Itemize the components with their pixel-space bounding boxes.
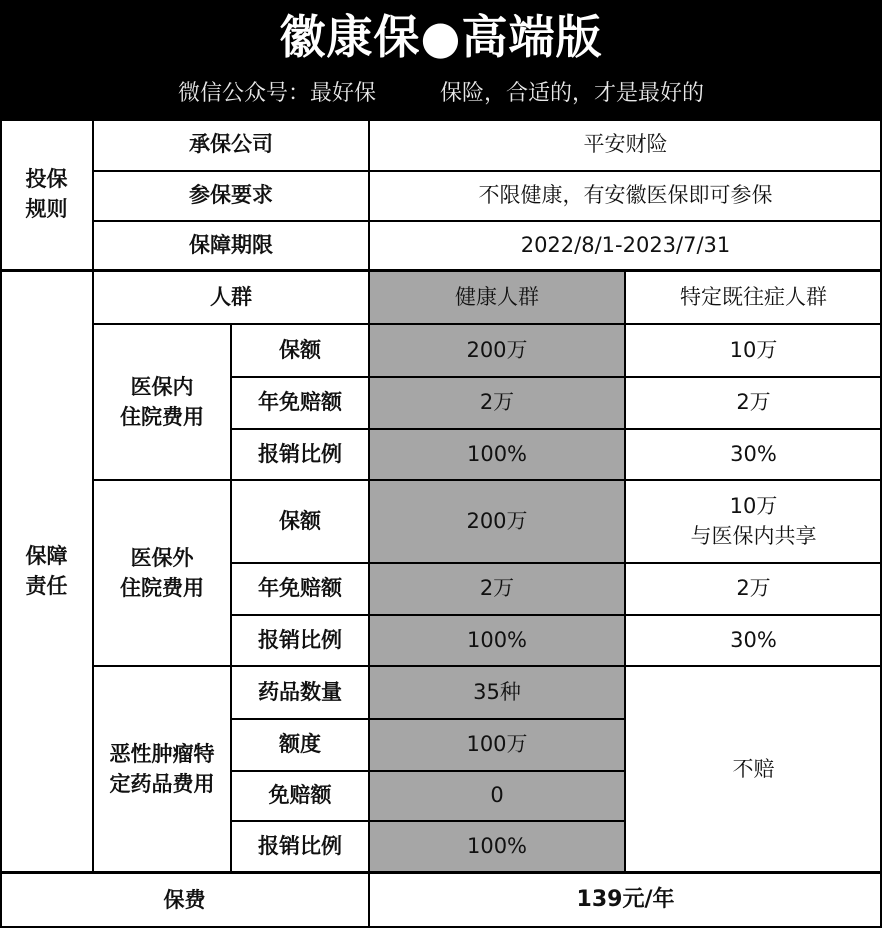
item-healthy: 0 <box>369 770 625 820</box>
group-cancer-drugs: 恶性肿瘤特 定药品费用 <box>109 741 215 796</box>
rule-value-insurer: 平安财险 <box>583 131 668 156</box>
grid-line <box>93 220 882 222</box>
item-label: 额度 <box>279 731 321 756</box>
item-label: 保额 <box>279 508 321 533</box>
grid-line <box>624 270 626 872</box>
item-specific: 10万 <box>729 337 778 362</box>
item-specific: 2万 <box>736 575 771 600</box>
grid-line <box>0 871 882 874</box>
grid-line <box>93 665 882 667</box>
group-inpatient-insured: 医保内 住院费用 <box>120 374 204 429</box>
page-subtitle <box>0 74 882 114</box>
item-label: 年免赔额 <box>258 575 342 600</box>
item-healthy: 2万 <box>369 562 625 614</box>
grid-line <box>0 118 2 928</box>
rule-label-requirement: 参保要求 <box>189 182 273 207</box>
grid-line <box>93 323 882 325</box>
item-specific: 30% <box>730 441 777 466</box>
page-title: 徽康保●高端版 <box>279 10 603 64</box>
rule-value-period: 2022/8/1-2023/7/31 <box>520 232 731 257</box>
item-label: 报销比例 <box>258 441 342 466</box>
section-coverage: 保障 责任 <box>25 543 68 598</box>
grid-line <box>231 614 882 616</box>
section-rules: 投保 规则 <box>25 166 68 221</box>
grid-line <box>0 118 882 121</box>
grid-line <box>231 428 882 430</box>
item-label: 免赔额 <box>268 782 332 807</box>
insurance-table <box>0 118 882 928</box>
item-label: 保额 <box>279 337 321 362</box>
item-specific: 10万 与医保内共享 <box>690 493 817 548</box>
grid-line <box>230 324 232 872</box>
rule-label-period: 保障期限 <box>189 232 273 257</box>
item-healthy: 100% <box>369 428 625 480</box>
premium-value: 139元/年 <box>576 887 675 913</box>
rule-label-insurer: 承保公司 <box>189 131 273 156</box>
item-healthy: 2万 <box>369 376 625 428</box>
col-header-specific: 特定既往症人群 <box>680 284 827 309</box>
grid-line <box>231 770 625 772</box>
item-label: 年免赔额 <box>258 389 342 414</box>
specific-not-covered: 不赔 <box>732 756 775 781</box>
grid-line <box>231 376 882 378</box>
subtitle-wechat: 微信公众号：最好保 <box>177 81 376 106</box>
subtitle-slogan: 保险，合适的，才是最好的 <box>440 81 705 106</box>
group-inpatient-uninsured: 医保外 住院费用 <box>120 545 204 600</box>
grid-line <box>231 718 625 720</box>
item-healthy: 200万 <box>369 480 625 562</box>
col-header-healthy: 健康人群 <box>369 270 625 324</box>
grid-line <box>92 118 94 872</box>
grid-line <box>231 562 882 564</box>
grid-line <box>93 170 882 172</box>
item-healthy: 35种 <box>369 666 625 718</box>
item-healthy: 100% <box>369 614 625 666</box>
item-label: 报销比例 <box>258 627 342 652</box>
item-healthy: 200万 <box>369 324 625 376</box>
item-healthy: 100% <box>369 820 625 872</box>
crowd-label: 人群 <box>210 284 252 309</box>
grid-line <box>368 118 370 928</box>
grid-line <box>231 820 625 822</box>
item-label: 药品数量 <box>258 679 342 704</box>
header-banner <box>0 0 882 118</box>
rule-value-requirement: 不限健康，有安徽医保即可参保 <box>478 182 773 207</box>
item-specific: 2万 <box>736 389 771 414</box>
item-healthy: 100万 <box>369 718 625 770</box>
grid-line <box>0 269 882 272</box>
premium-label: 保费 <box>163 887 206 912</box>
item-specific: 30% <box>730 627 777 652</box>
item-label: 报销比例 <box>258 833 342 858</box>
grid-line <box>93 479 882 481</box>
